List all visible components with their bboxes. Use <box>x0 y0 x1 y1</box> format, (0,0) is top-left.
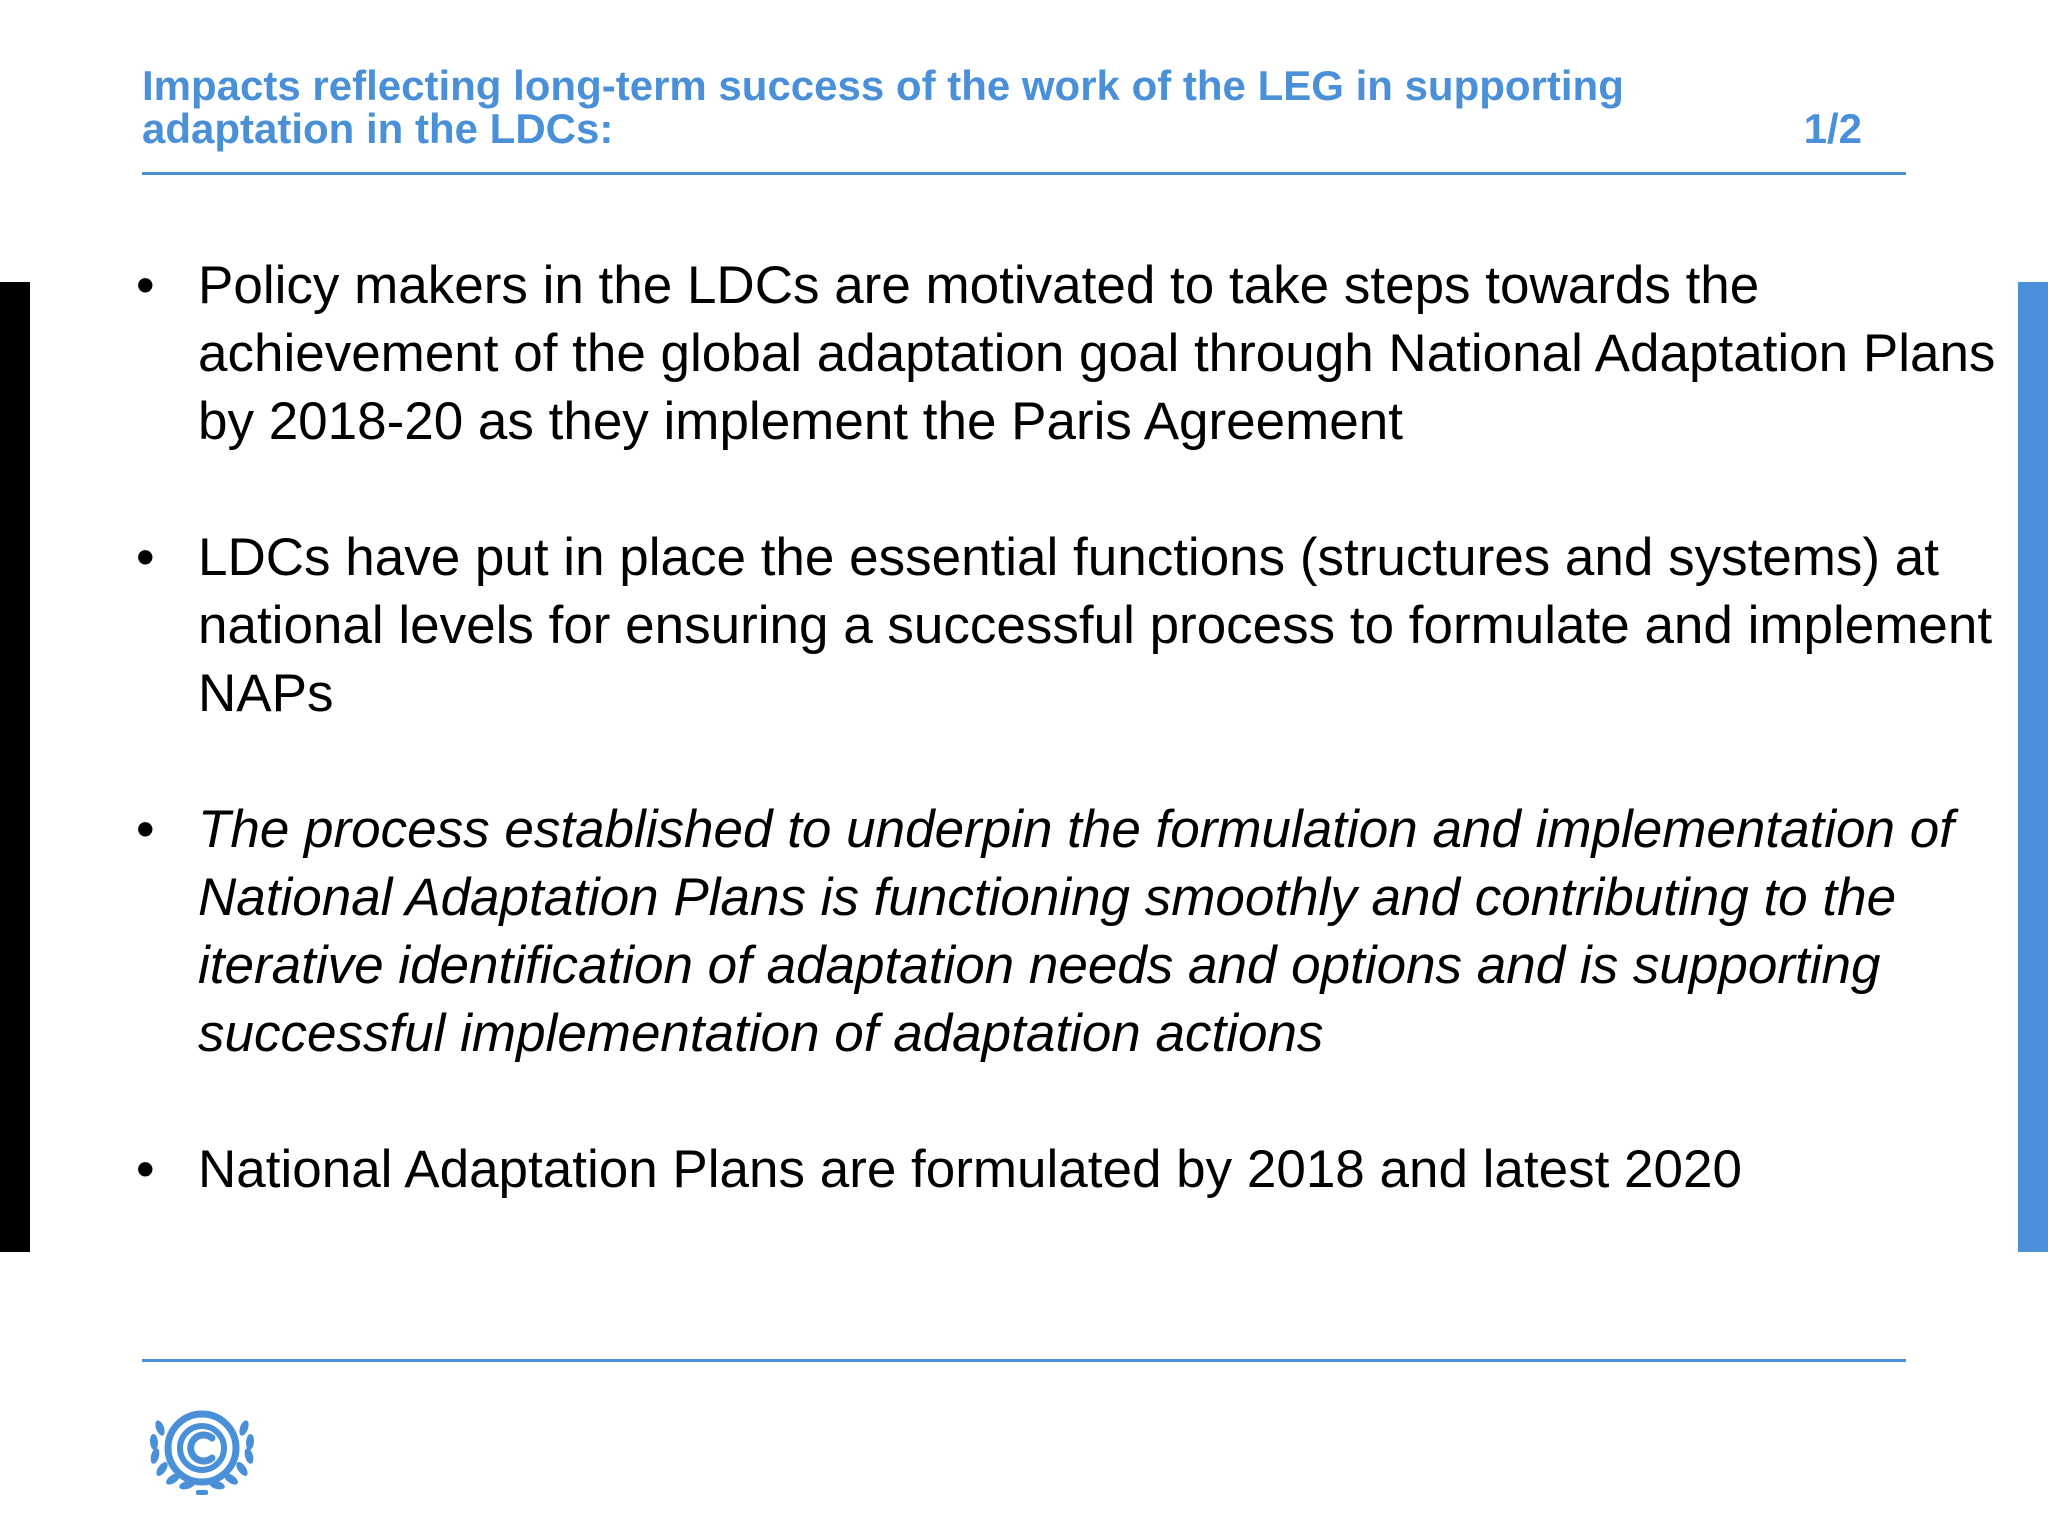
slide-title <box>142 64 1862 150</box>
right-accent-bar <box>2018 282 2048 1252</box>
bullet-item <box>136 252 1996 456</box>
bullet-text: LDCs have put in place the essential functions (structures and systems) at national levels for ensuring a successful process to formulate and implement NAPs <box>198 528 1993 723</box>
bullet-text: The process established to underpin the formulation and implementation of National Adaptation Plans is functioning smoothly and contributing to the iterative identification of adaptation needs and options and is supporting successful implementation of adaptation actions <box>198 800 1954 1063</box>
unfccc-logo-icon <box>138 1398 266 1502</box>
header-divider <box>142 172 1906 175</box>
bullet-list <box>136 252 1996 1272</box>
page-indicator: 1/2 <box>1803 105 1862 152</box>
bullet-text: Policy makers in the LDCs are motivated to take steps towards the achievement of the global adaptation goal through National Adaptation Plans by 2018-20 as they implement the Paris Agreement <box>198 256 1996 451</box>
bullet-marker: • <box>136 800 155 859</box>
bullet-marker: • <box>136 256 155 315</box>
footer-divider <box>142 1359 1906 1362</box>
bullet-item <box>136 524 1996 728</box>
bullet-item <box>136 1136 1996 1204</box>
left-accent-bar <box>0 282 30 1252</box>
bullet-text: National Adaptation Plans are formulated by 2018 and latest 2020 <box>198 1140 1742 1199</box>
bullet-item <box>136 796 1996 1068</box>
title-line-2: adaptation in the LDCs: <box>142 105 614 152</box>
bullet-marker: • <box>136 1140 155 1199</box>
title-line-2-row <box>142 107 1862 150</box>
title-line-1: Impacts reflecting long-term success of the work of the LEG in supporting <box>142 62 1624 109</box>
bullet-marker: • <box>136 528 155 587</box>
